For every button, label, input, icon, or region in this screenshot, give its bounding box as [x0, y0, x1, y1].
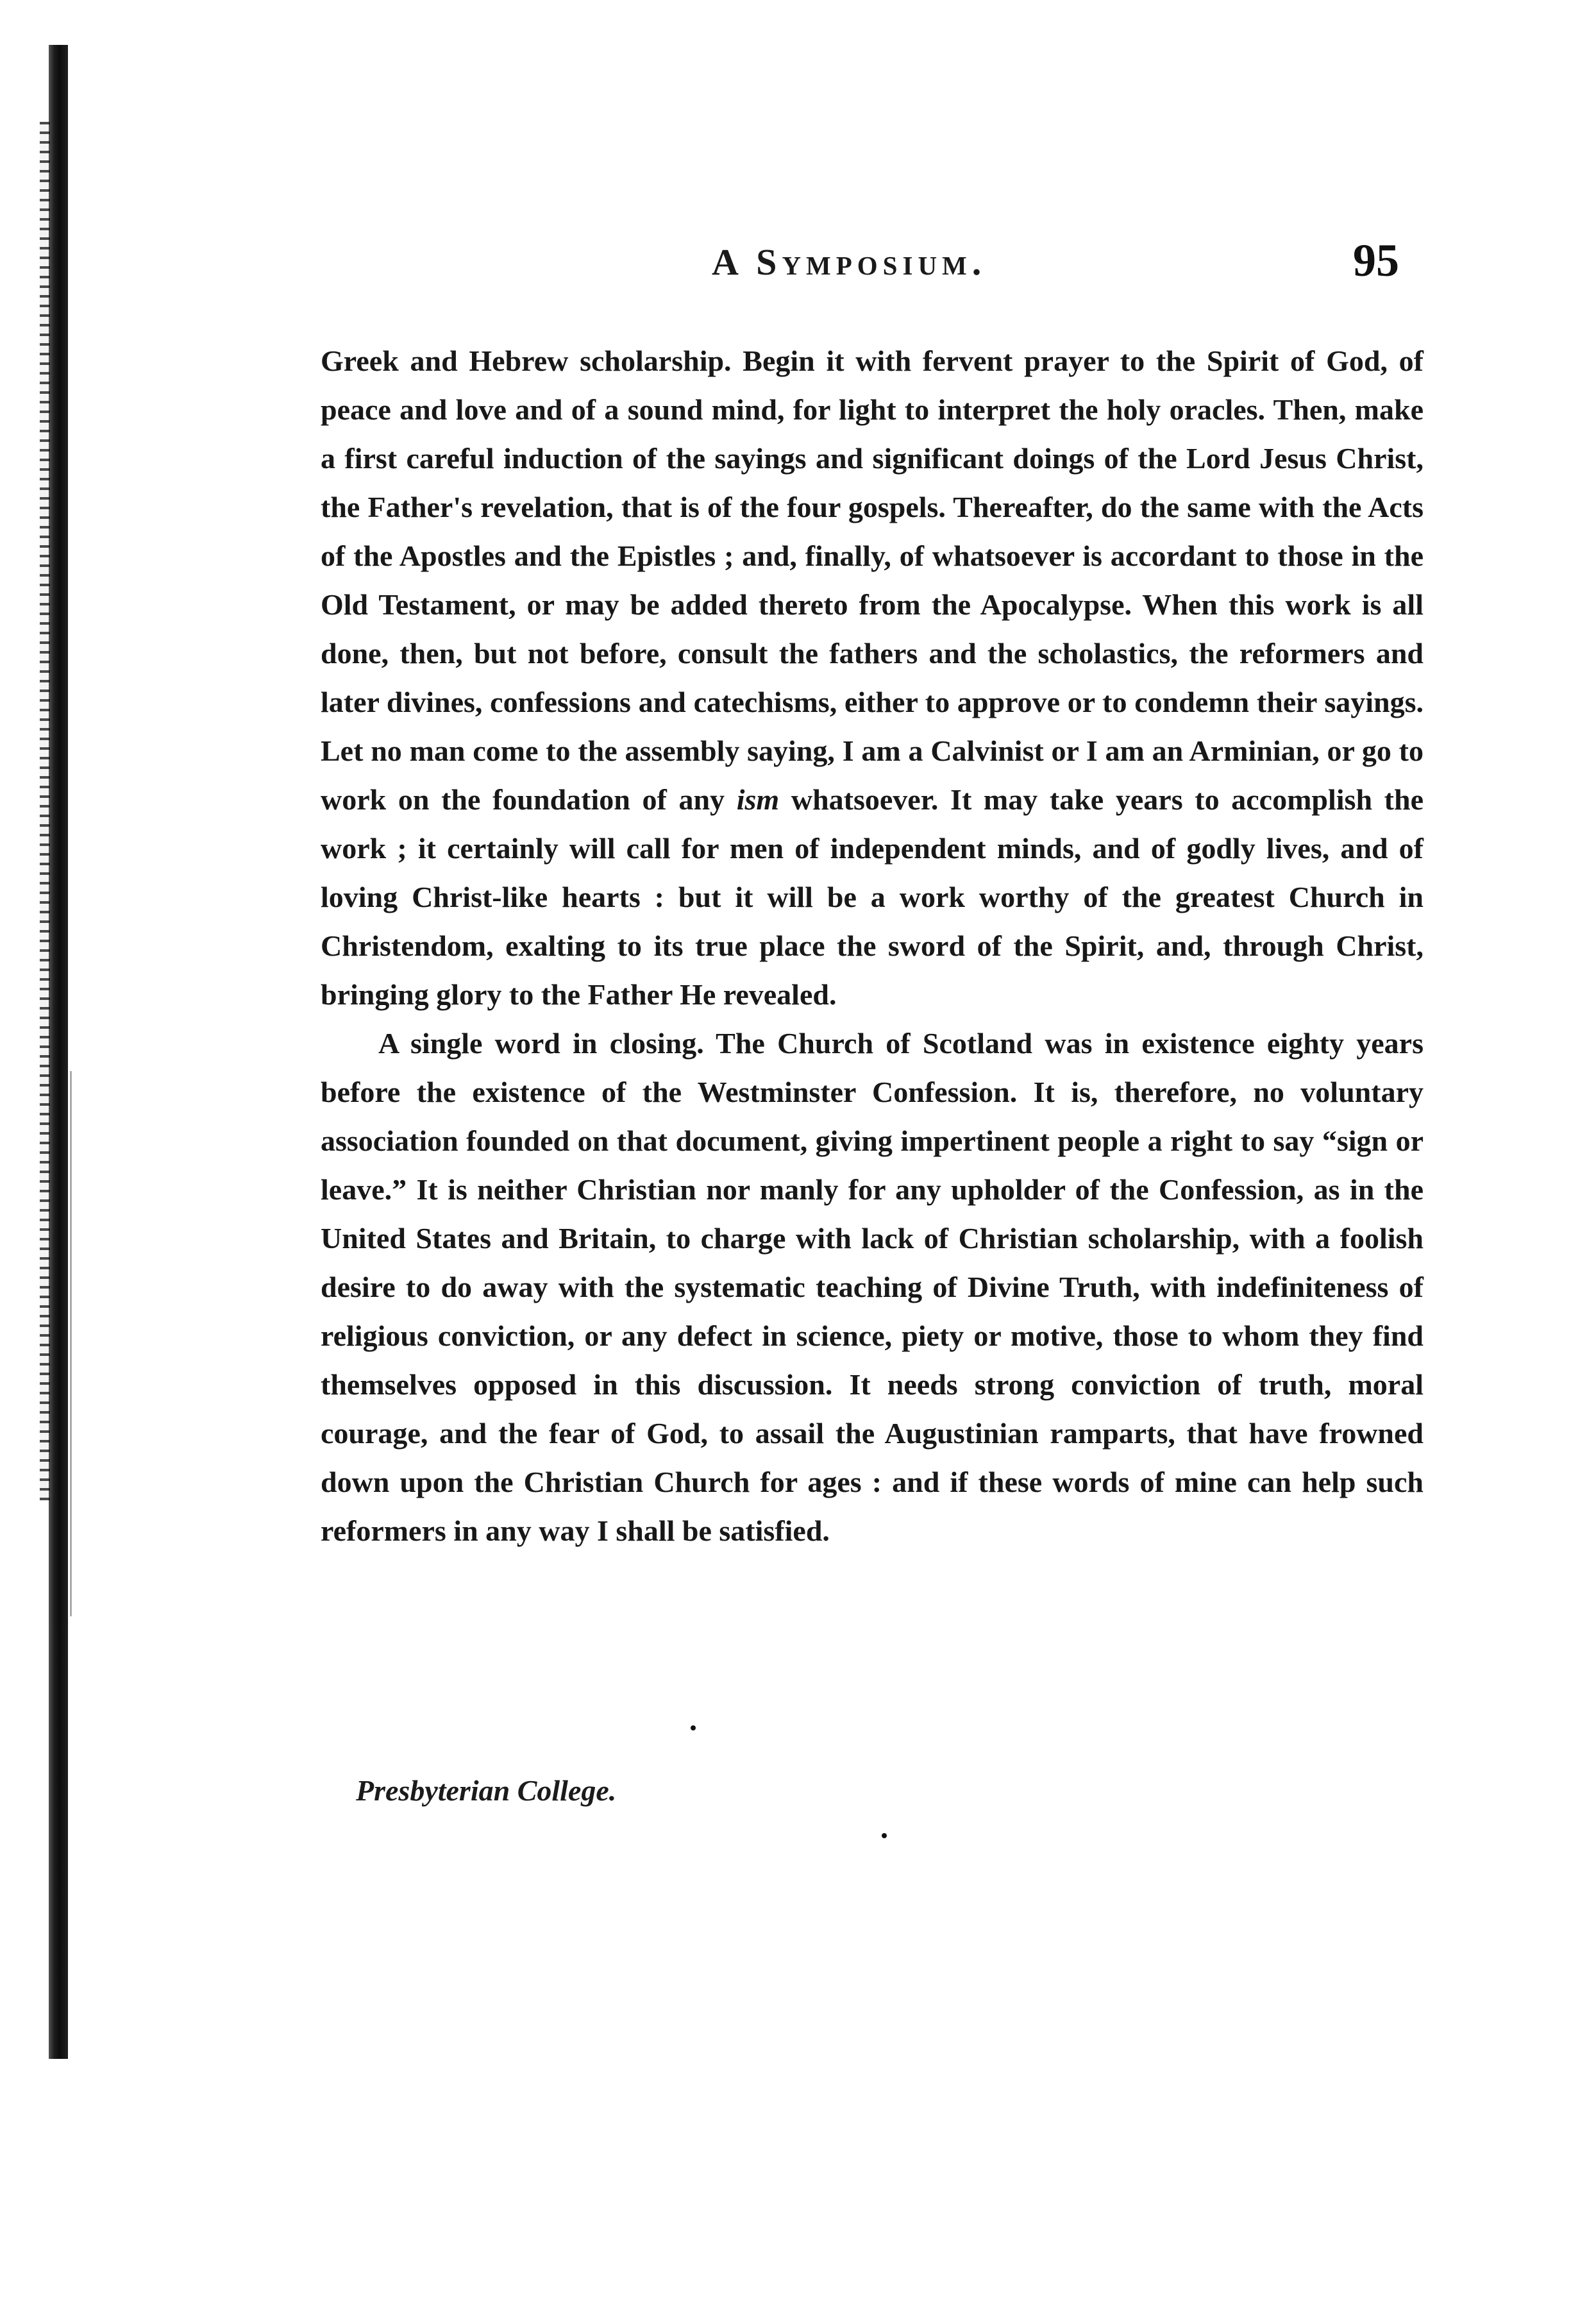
- closing-paragraph: A single word in closing. The Church of Scotland was in existence eighty years before the existence of the Westminster Confession. It is, therefore, no voluntary association founded on that document, giving impertinent people a right to say “sign or leave.” It is neither Christian nor manly for any upholder of the Confession, as in the United States and Britain, to charge with lack of Christian scholarship, with a foolish desire to do away with the systematic teaching of Divine Truth, with indefiniteness of religious conviction, or any defect in science, piety or motive, those to whom they find themselves opposed in this discussion. It needs strong conviction of truth, moral courage, and the fear of God, to assail the Augustinian ramparts, that have frowned down upon the Christian Church for ages : and if these words of mine can help such reformers in any way I shall be satisfied.: [321, 1027, 1424, 1547]
- page-number: 95: [1353, 235, 1399, 286]
- running-header: A Symposium.: [712, 241, 987, 283]
- page-body-text: [321, 337, 1424, 1555]
- italic-word-ism: ism: [736, 783, 780, 816]
- paragraph-text-after-ism: whatsoever. It may take years to accomplish the work ; it certainly will call for men of independent minds, and of godly lives, and of loving Christ-like hearts : but it will be a work worthy of the greatest Church in Christendom, exalting to its true place the sword of the Spirit, and, through Christ, bringing glory to the Father He revealed.: [321, 783, 1424, 1011]
- presbyterian-college-signoff: Presbyterian College.: [356, 1774, 617, 1807]
- ink-speck: [882, 1833, 887, 1838]
- ink-speck: [691, 1725, 696, 1730]
- paragraph-continued: [321, 337, 1424, 1019]
- paragraph-text-before-ism: Greek and Hebrew scholarship. Begin it with fervent prayer to the Spirit of God, of peace and love and of a sound mind, for light to interpret the holy oracles. Then, make a first careful induction of the sayings and significant doings of the Lord Jesus Christ, the Father's revelation, that is of the four gospels. Thereafter, do the same with the Acts of the Apostles and the Epistles ; and, finally, of whatsoever is accordant to those in the Old Testament, or may be added thereto from the Apocalypse. When this work is all done, then, but not before, consult the fathers and the scholastics, the reformers and later divines, confessions and catechisms, either to approve or to condemn their sayings. Let no man come to the assembly saying, I am a Calvinist or I am an Arminian, or go to work on the foundation of any: [321, 344, 1424, 816]
